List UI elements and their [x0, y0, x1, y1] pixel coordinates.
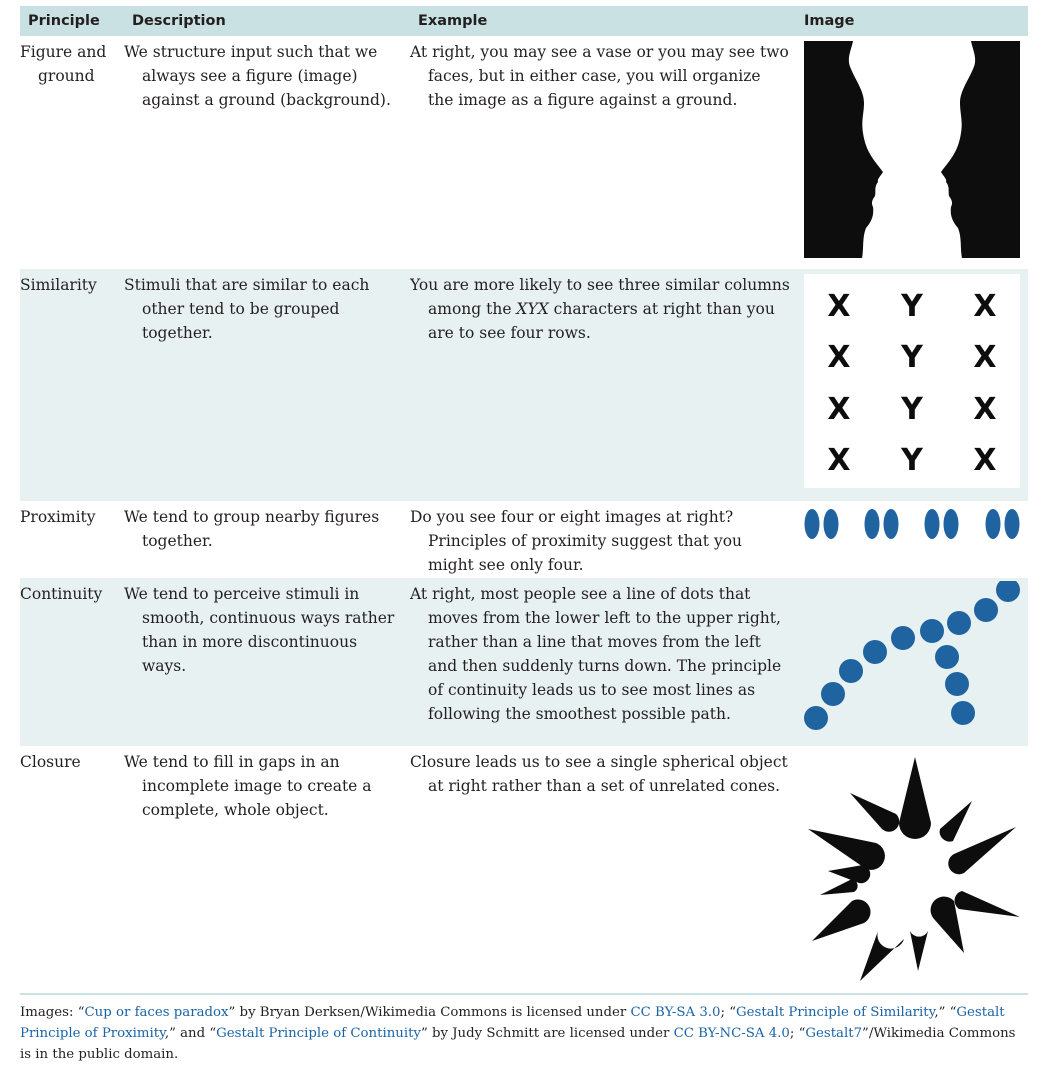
- table-row-closure: [20, 746, 1028, 990]
- image-cell: [796, 578, 1028, 746]
- image-cell: [796, 501, 1028, 578]
- principle-cell: Similarity: [20, 269, 124, 501]
- similarity-letter: X: [973, 289, 997, 324]
- table-row-proximity: [20, 501, 1028, 578]
- description-cell: Stimuli that are similar to each other tend to be grouped together.: [124, 269, 410, 501]
- image-credits: Images: “Cup or faces paradox” by Bryan Derksen/Wikimedia Commons is licensed under CC BY-SA 3.0; “Gestalt Principle of Similarity,” “Gestalt Principle of Proximity,” and “Gestalt Principle of Continuity” by Judy Schmitt are licensed under CC BY-NC-SA 4.0; “Gestalt7”/Wikimedia Commons is in the public domain.: [20, 993, 1028, 1065]
- principle-cell: Proximity: [20, 508, 96, 526]
- example-cell: Do you see four or eight images at right? Principles of proximity suggest that you might see only four.: [410, 508, 743, 574]
- description-cell: We structure input such that we always see a figure (image) against a ground (background).: [124, 43, 391, 109]
- gestalt-principles-table: [20, 6, 1028, 990]
- proximity-ovals: [804, 506, 1020, 546]
- table-row-similarity: [20, 269, 1028, 501]
- example-cell: You are more likely to see three similar columns among the XYX characters at right than you are to see four rows.: [410, 269, 796, 501]
- similarity-letter: Y: [901, 289, 923, 324]
- description-cell: We tend to group nearby figures together.: [124, 508, 380, 550]
- similarity-letter: X: [827, 443, 851, 478]
- header-example: Example: [410, 6, 796, 36]
- similarity-letter: X: [973, 340, 997, 375]
- example-cell: At right, you may see a vase or you may see two faces, but in either case, you will organize the image as a figure against a ground.: [410, 43, 789, 109]
- image-cell: [796, 269, 1028, 501]
- similarity-letter: X: [827, 392, 851, 427]
- similarity-figure: [804, 274, 1020, 488]
- xyx-emphasis: XYX: [516, 300, 549, 318]
- similarity-grid: [804, 274, 1020, 488]
- similarity-letter: Y: [901, 392, 923, 427]
- example-cell: At right, most people see a line of dots that moves from the lower left to the upper right, rather than a line that moves from the left and then suddenly turns down. The principle of continuity leads us to see most lines as following the smoothest possible path.: [410, 578, 796, 746]
- credit-link-similarity[interactable]: Gestalt Principle of Similarity: [736, 1005, 935, 1020]
- credit-link-gestalt7[interactable]: Gestalt7: [805, 1026, 863, 1041]
- example-cell: Closure leads us to see a single spherical object at right rather than a set of unrelated cones.: [410, 753, 788, 795]
- similarity-letter: X: [827, 340, 851, 375]
- continuity-dots: [804, 581, 1020, 731]
- license-link-cc-by-sa[interactable]: CC BY-SA 3.0: [630, 1005, 721, 1020]
- table-row-figure-ground: [20, 36, 1028, 269]
- principle-cell: Closure: [20, 753, 81, 771]
- description-cell: We tend to fill in gaps in an incomplete image to create a complete, whole object.: [124, 753, 372, 819]
- similarity-letter: Y: [901, 340, 923, 375]
- similarity-letter: X: [827, 289, 851, 324]
- similarity-letter: X: [973, 443, 997, 478]
- header-description: Description: [124, 6, 410, 36]
- vase-faces-illusion: [804, 41, 1020, 258]
- credit-link-cup-faces[interactable]: Cup or faces paradox: [84, 1005, 229, 1020]
- image-cell: [796, 36, 1028, 269]
- header-principle: Principle: [20, 6, 124, 36]
- principle-cell: Figure and ground: [20, 43, 107, 85]
- image-cell: [796, 746, 1028, 990]
- credit-link-proximity[interactable]: Gestalt Principle of Proximity: [20, 1005, 1005, 1041]
- closure-cones: [804, 751, 1020, 983]
- similarity-letter: X: [973, 392, 997, 427]
- gestalt-table-container: [20, 6, 1028, 990]
- credit-link-continuity[interactable]: Gestalt Principle of Continuity: [216, 1026, 421, 1041]
- header-image: Image: [796, 6, 1028, 36]
- table-row-continuity: [20, 578, 1028, 746]
- license-link-cc-by-nc-sa[interactable]: CC BY-NC-SA 4.0: [673, 1026, 790, 1041]
- principle-cell: Continuity: [20, 578, 124, 746]
- table-header-row: [20, 6, 1028, 36]
- similarity-letter: Y: [901, 443, 923, 478]
- description-cell: We tend to perceive stimuli in smooth, continuous ways rather than in more discontinuous ways.: [124, 578, 410, 746]
